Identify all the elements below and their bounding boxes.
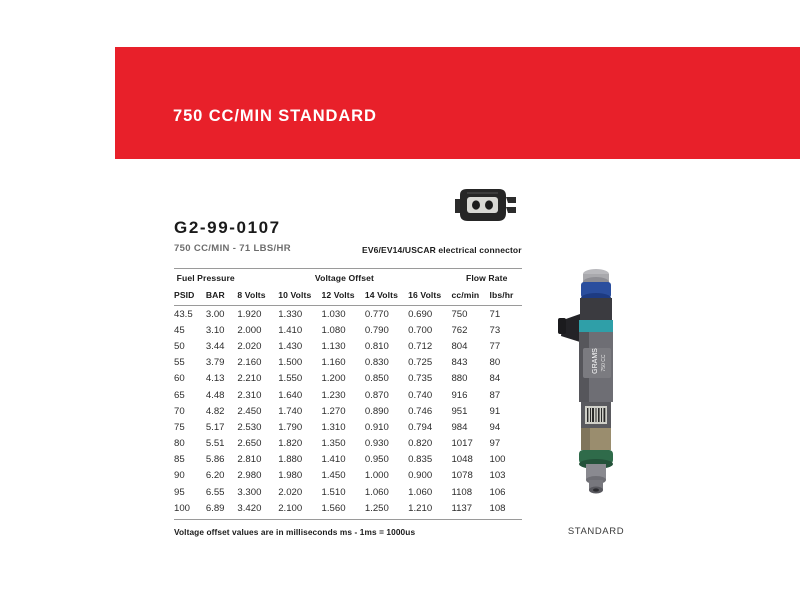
cell-lbshr: 108 [490,500,523,519]
group-header-voltage-offset: Voltage Offset [237,269,451,288]
connector-caption: EV6/EV14/USCAR electrical connector [362,245,522,255]
cell-bar: 4.82 [205,405,225,417]
cell-bar: 3.44 [205,340,225,352]
cell-ccmin: 951 [451,405,468,417]
cell-psid: 85 [174,454,185,466]
cell-psid: 95 [174,486,185,498]
injector-image [553,262,639,524]
cell-14v: 0.890 [364,405,389,417]
cell-10v: 1.500 [278,357,303,369]
cell-lbshr: 84 [489,373,501,385]
cell-8v: 2.810 [237,454,262,466]
svg-text:750 CC: 750 CC [601,354,607,372]
cell-ccmin: 1078 [451,470,473,482]
cell-12v: 1.450 [321,470,346,482]
cell-8v: 2.530 [237,421,262,433]
cell-bar: 6.55 [205,486,225,498]
cell-10v: 1.410 [278,324,303,336]
cell-14v: 0.810 [364,340,389,352]
cell-10v: 1.330 [278,308,303,320]
injector-caption: STANDARD [567,526,625,537]
col-bar: BAR [206,287,238,306]
cell-bar: 5.86 [205,454,225,466]
cell-ccmin: 1048 [451,454,473,466]
cell-8v: 2.980 [237,470,262,482]
cell-psid: 90 [174,470,185,482]
table-footnote: Voltage offset values are in milliseconds ms - 1ms = 1000us [174,527,416,537]
cell-12v: 1.200 [321,373,346,385]
cell-bar: 3.79 [205,357,225,369]
cell-lbshr: 103 [489,470,506,482]
cell-8v: 2.210 [237,373,262,385]
cell-bar: 3.00 [205,308,225,320]
cell-8v: 3.420 [237,500,278,519]
cell-bar: 5.51 [205,438,225,450]
cell-psid: 43.5 [174,308,193,320]
cell-lbshr: 71 [489,308,501,320]
page-title: 750 CC/MIN STANDARD [173,107,377,125]
col-16-volts: 16 Volts [408,287,451,306]
group-header-flow-rate: Flow Rate [451,269,522,288]
cell-bar: 5.17 [205,421,225,433]
cell-ccmin: 750 [451,308,468,320]
cell-bar: 3.10 [205,324,225,336]
cell-16v: 0.740 [408,389,433,401]
cell-ccmin: 1108 [451,486,473,498]
cell-lbshr: 73 [489,324,501,336]
cell-14v: 1.060 [364,486,389,498]
cell-14v: 0.910 [364,421,389,433]
table-row [174,419,522,435]
cell-bar: 4.13 [205,373,225,385]
cell-bar: 6.89 [206,500,238,519]
cell-lbshr: 80 [489,357,501,369]
cell-8v: 2.000 [237,324,262,336]
cell-12v: 1.030 [321,308,346,320]
cell-8v: 2.160 [237,357,262,369]
cell-psid: 65 [174,389,185,401]
cell-16v: 0.700 [408,324,433,336]
col-8-volts: 8 Volts [237,287,278,306]
cell-16v: 0.690 [408,308,433,320]
table-row [174,338,522,354]
svg-text:GRAMS: GRAMS [592,348,599,374]
cell-16v: 0.835 [408,454,433,466]
cell-16v: 0.794 [408,421,433,433]
cell-bar: 4.48 [205,389,225,401]
cell-12v: 1.510 [321,486,346,498]
table-row [174,500,522,519]
cell-12v: 1.310 [321,421,346,433]
cell-lbshr: 77 [489,340,501,352]
cell-14v: 0.770 [364,308,389,320]
table-row [174,484,522,500]
cell-10v: 1.980 [278,470,303,482]
col-psid: PSID [174,287,206,306]
cell-psid: 45 [174,324,185,336]
cell-10v: 1.640 [278,389,303,401]
table-row [174,371,522,387]
cell-bar: 6.20 [205,470,225,482]
cell-14v: 1.250 [365,500,408,519]
cell-12v: 1.130 [321,340,346,352]
part-number: G2-99-0107 [174,218,281,237]
cell-8v: 2.310 [237,389,262,401]
table-row [174,436,522,452]
table-row [174,355,522,371]
cell-12v: 1.230 [321,389,346,401]
cell-psid: 70 [174,405,185,417]
part-subtitle: 750 CC/MIN - 71 LBS/HR [174,243,291,254]
cell-16v: 0.735 [408,373,433,385]
cell-16v: 1.210 [408,500,451,519]
spec-table-container [174,268,522,520]
cell-12v: 1.350 [321,438,346,450]
cell-12v: 1.560 [322,500,365,519]
table-group-header-row [174,269,522,288]
cell-ccmin: 916 [451,389,468,401]
cell-8v: 2.020 [237,340,262,352]
cell-ccmin: 1137 [451,500,489,519]
cell-psid: 50 [174,340,185,352]
table-row [174,306,522,323]
cell-lbshr: 100 [489,454,506,466]
col-ccmin: cc/min [451,287,489,306]
cell-ccmin: 1017 [451,438,473,450]
cell-ccmin: 762 [451,324,468,336]
cell-ccmin: 984 [451,421,468,433]
cell-ccmin: 804 [451,340,468,352]
cell-12v: 1.080 [321,324,346,336]
cell-16v: 0.746 [408,405,433,417]
cell-ccmin: 880 [451,373,468,385]
col-lbshr: lbs/hr [490,287,523,306]
table-column-header-row [174,287,522,306]
header-banner [115,47,800,159]
cell-14v: 0.930 [364,438,389,450]
cell-14v: 0.870 [364,389,389,401]
cell-psid: 55 [174,357,185,369]
cell-16v: 0.712 [408,340,433,352]
cell-10v: 1.430 [278,340,303,352]
cell-12v: 1.270 [321,405,346,417]
cell-8v: 1.920 [237,308,262,320]
table-row [174,452,522,468]
cell-10v: 2.100 [278,500,321,519]
cell-psid: 75 [174,421,185,433]
cell-ccmin: 843 [451,357,468,369]
cell-8v: 3.300 [237,486,262,498]
cell-lbshr: 106 [489,486,506,498]
cell-14v: 0.950 [364,454,389,466]
cell-16v: 1.060 [408,486,433,498]
table-row [174,403,522,419]
cell-psid: 100 [174,500,206,519]
connector-icon [452,183,522,233]
cell-10v: 1.790 [278,421,303,433]
cell-lbshr: 87 [489,389,501,401]
cell-8v: 2.650 [237,438,262,450]
cell-10v: 2.020 [278,486,303,498]
col-14-volts: 14 Volts [365,287,408,306]
cell-16v: 0.725 [408,357,433,369]
cell-10v: 1.880 [278,454,303,466]
col-10-volts: 10 Volts [278,287,321,306]
cell-psid: 80 [174,438,185,450]
cell-12v: 1.160 [321,357,346,369]
cell-10v: 1.740 [278,405,303,417]
table-row [174,468,522,484]
cell-lbshr: 91 [489,405,501,417]
cell-lbshr: 97 [489,438,501,450]
cell-16v: 0.900 [408,470,433,482]
cell-10v: 1.820 [278,438,303,450]
cell-16v: 0.820 [408,438,433,450]
cell-14v: 0.850 [364,373,389,385]
cell-12v: 1.410 [321,454,346,466]
table-row [174,322,522,338]
spec-table [174,268,522,520]
col-12-volts: 12 Volts [322,287,365,306]
cell-lbshr: 94 [489,421,501,433]
cell-14v: 0.830 [364,357,389,369]
cell-10v: 1.550 [278,373,303,385]
group-header-fuel-pressure: Fuel Pressure [174,269,237,288]
cell-14v: 1.000 [364,470,389,482]
cell-8v: 2.450 [237,405,262,417]
cell-psid: 60 [174,373,185,385]
table-body [174,306,522,520]
cell-14v: 0.790 [364,324,389,336]
table-row [174,387,522,403]
